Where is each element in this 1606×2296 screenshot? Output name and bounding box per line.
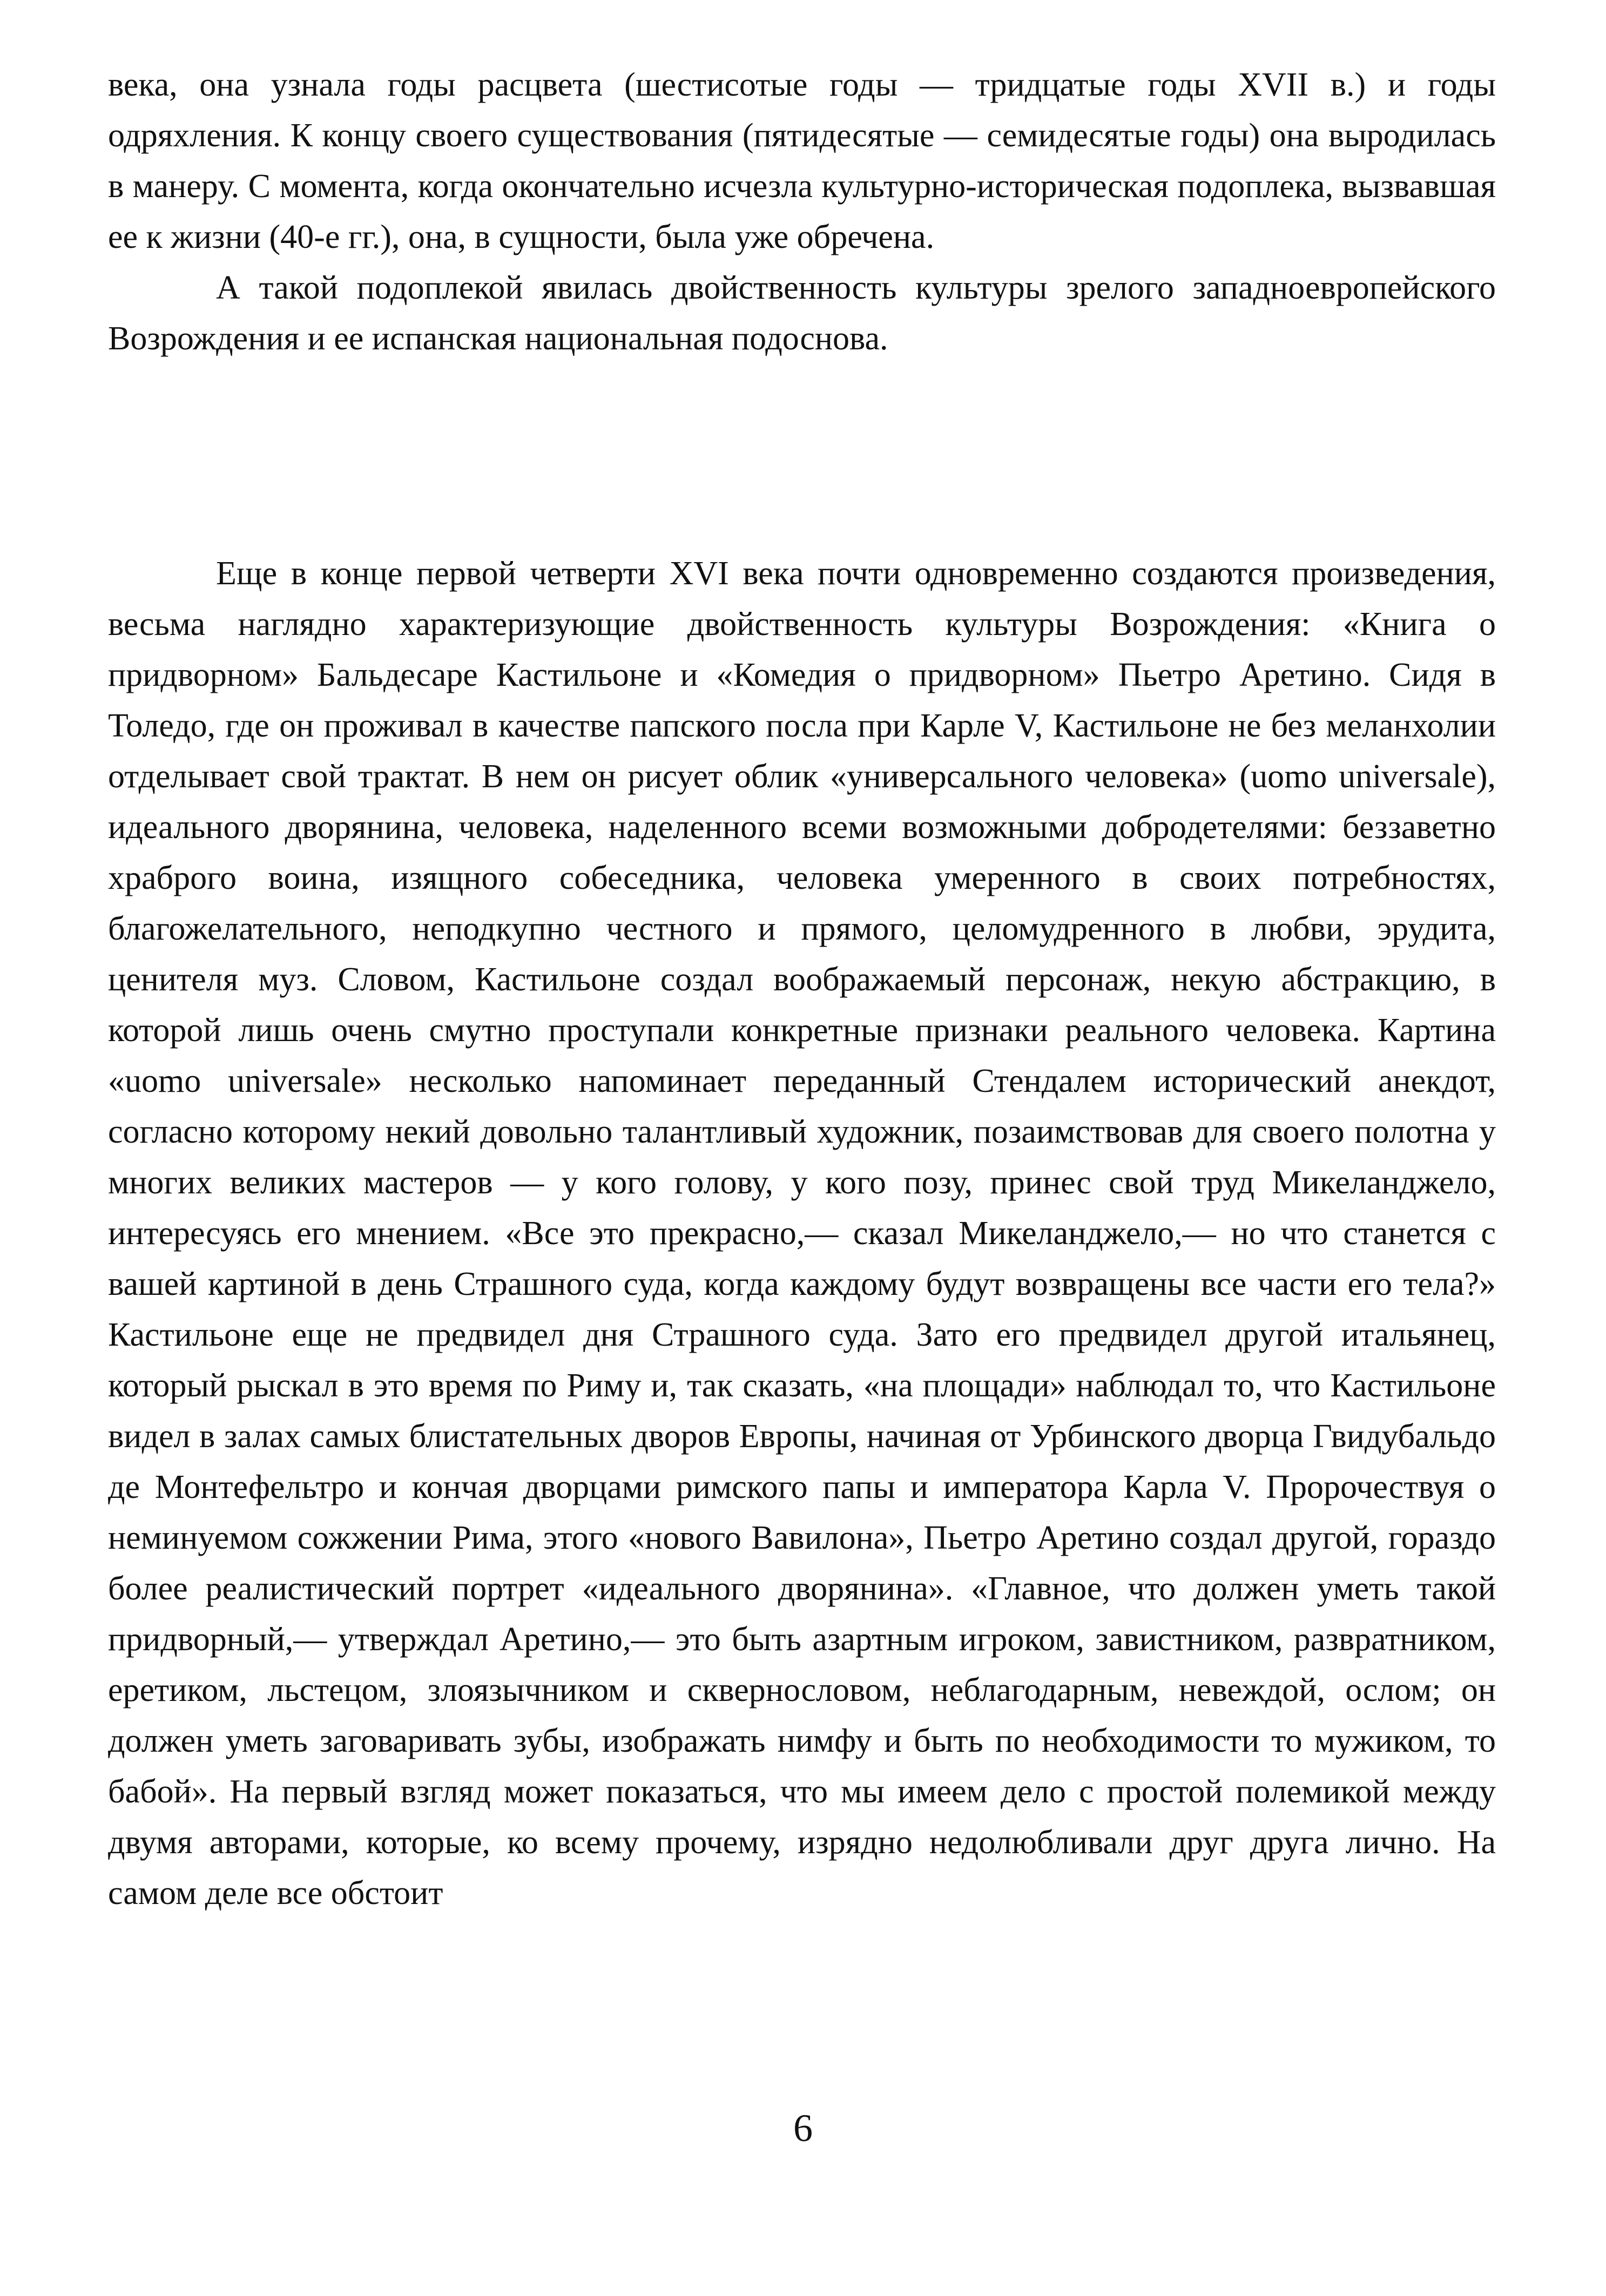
paragraph-castiglione-aretino: Еще в конце первой четверти XVI века почти одновременно создаются произведения, весьма наглядно характеризующие двойственность культуры Возрождения: «Книга о придворном» Бальдесаре Кастильоне и «Комедия о придворном» Пьетро Аретино. Сидя в Толедо, где он проживал в качестве папского посла при Карле V, Кастильоне не без меланхолии отделывает свой трактат. В нем он рисует облик «универсального человека» (uomo universale), идеального дворянина, человека, наделенного всеми возможными добродетелями: беззаветно храброго воина, изящного собеседника, человека умеренного в своих потребностях, благожелательного, неподкупно честного и прямого, целомудренного в любви, эрудита, ценителя муз. Словом, Кастильоне создал воображаемый персонаж, некую абстракцию, в которой лишь очень смутно проступали конкретные признаки реального человека. Картина «uomo universale» несколько напоминает переданный Стендалем исторический анекдот, согласно которому некий довольно талантливый художник, позаимствовав для своего полотна у многих великих мастеров — у кого голову, у кого позу, принес свой труд Микеланджело, интересуясь его мнением. «Все это прекрасно,— сказал Микеланджело,— но что станется с вашей картиной в день Страшного суда, когда каждому будут возвращены все части его тела?» Кастильоне еще не предвидел дня Страшного суда. Зато его предвидел другой итальянец, который рыскал в это время по Риму и, так сказать, «на площади» наблюдал то, что Кастильоне видел в залах самых блистательных дворов Европы, начиная от Урбинского дворца Гвидубальдо де Монтефельтро и кончая дворцами римского папы и императора Карла V. Пророчествуя о неминуемом сожжении Рима, этого «нового Вавилона», Пьетро Аретино создал другой, гораздо более реалистический портрет «идеального дворянина». «Главное, что должен уметь такой придворный,— утверждал Аретино,— это быть азартным игроком, завистником, развратником, еретиком, льстецом, злоязычником и сквернословом, неблагодарным, невеждой, ослом; он должен уметь заговаривать зубы, изображать нимфу и быть по необходимости то мужиком, то бабой». На первый взгляд может показаться, что мы имеем дело с простой полемикой между двумя авторами, которые, ко всему прочему, изрядно недолюбливали друг друга лично. На самом деле все обстоит bbox=[108, 555, 1496, 1912]
page-number: 6 bbox=[793, 2106, 813, 2150]
paragraph-duality: А такой подоплекой явилась двойственность культуры зрелого западноевропейского Возрождения и ее испанская национальная подоснова. bbox=[108, 269, 1496, 357]
main-text-section bbox=[108, 548, 1496, 1919]
paragraph-continuation: века, она узнала годы расцвета (шестисотые годы — тридцатые годы XVII в.) и годы одряхления. К концу своего существования (пятидесятые — семидесятые годы) она выродилась в манеру. С момента, когда окончательно исчезла культурно-историческая подоплека, вызвавшая ее к жизни (40-е гг.), она, в сущности, была уже обречена. bbox=[108, 66, 1496, 255]
top-text-section bbox=[108, 59, 1496, 364]
